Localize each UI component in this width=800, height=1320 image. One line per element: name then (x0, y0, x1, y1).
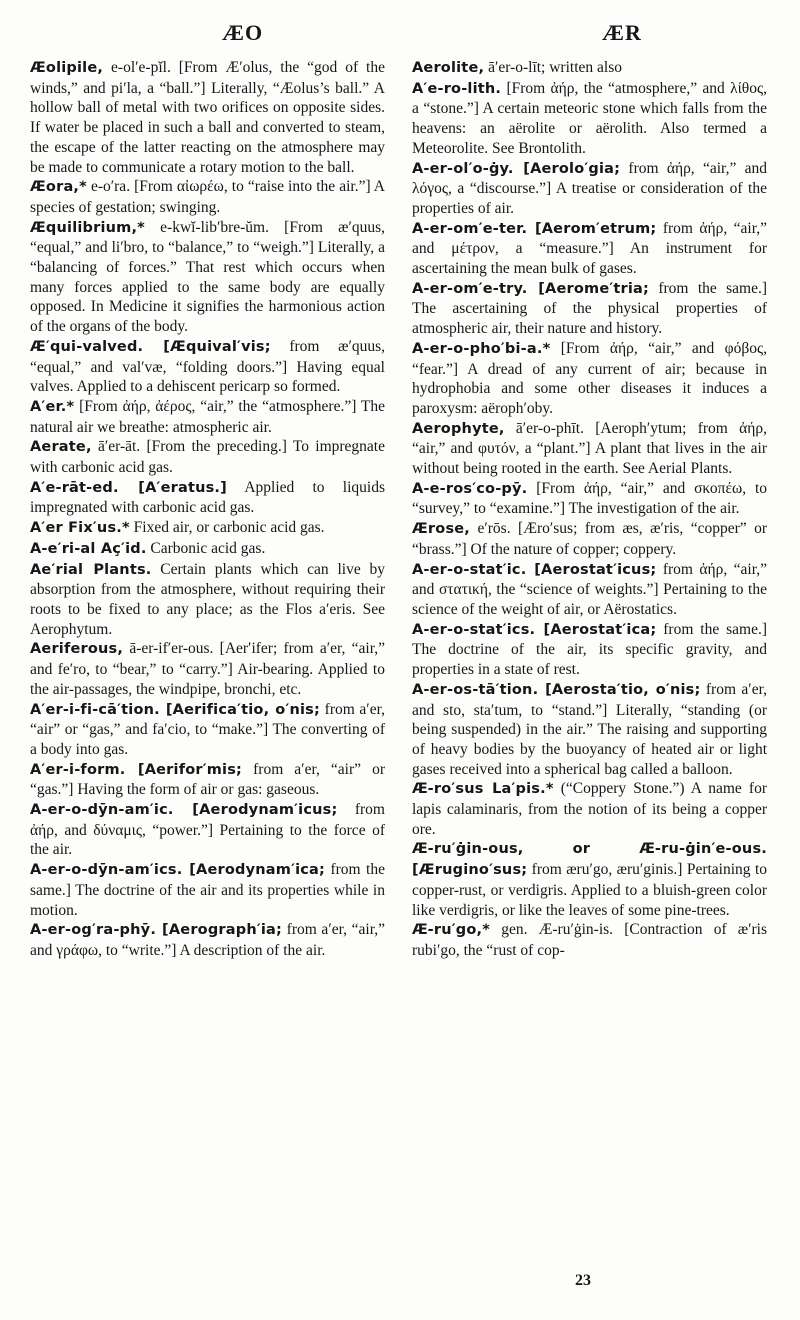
dictionary-entry (412, 839, 767, 920)
entry-headword: Æ-ro′sus La′pis.* (412, 781, 554, 798)
entry-definition: [From ἀήρ, “air,” and σκοπέω, to “survey,” to “examine.”] The investigation of the air. (412, 479, 767, 518)
entry-definition: [From ἀήρ, “air,” and φόβος, “fear.”] A dread of any current of air; because in hydrophobia and some other diseases it induces a paroxysm: aëroph′oby. (412, 339, 767, 417)
entry-definition: e′rōs. [Æro′sus; from æs, æ′ris, “copper” or “brass.”] Of the nature of copper; coppery. (412, 520, 767, 558)
dictionary-entry (412, 560, 767, 620)
entry-headword: A-er-om′e-try. [Aerome′tria; (412, 280, 650, 297)
entry-definition: from æ′quus, “equal,” and val′væ, “folding doors.”] Having equal valves. Applied to a dehiscent pericarp so formed. (30, 337, 385, 396)
entry-definition: [From ἀήρ, ἀέρος, “air,” the “atmosphere.”] The natural air we breathe: atmospheric air. (30, 397, 385, 436)
entry-headword: A′er Fix′us.* (30, 520, 130, 537)
entry-headword: Æolipile, (30, 60, 104, 76)
entry-definition: from a′er, and sto, sta′tum, to “stand.”] Literally, “standing (or being suspended) in the air.” The raising and supporting of heavy bodies by the buoyancy of heated air or light gases received into a spherical bag called a balloon. (412, 680, 767, 778)
dictionary-entry (30, 397, 385, 437)
dictionary-entry (412, 339, 767, 419)
entry-headword: A′er-i-fi-cā′tion. [Aerifica′tio, o′nis; (30, 701, 321, 718)
entry-headword: Æ-ru′ġin-ous, or Æ-ru-ġin′e-ous. [Æruginо′sus; (412, 841, 767, 879)
dictionary-entry (30, 920, 385, 960)
entry-definition: from the same.] The ascertaining of the physical properties of atmospheric air, their nature and history. (412, 279, 767, 338)
dictionary-entry (30, 177, 385, 217)
entry-definition: Carbonic acid gas. (146, 539, 266, 557)
entry-definition: from a′er, “air” or “gas,” and fa′cio, to “make.”] The converting of a body into gas. (30, 700, 385, 758)
entry-definition: (“Coppery Stone.”) A name for lapis calaminaris, from the notion of its being a copper ore. (412, 780, 768, 838)
dictionary-entry (412, 219, 767, 279)
entry-headword: A′er.* (30, 398, 75, 415)
entry-definition: Applied to liquids impregnated with carbonic acid gas. (30, 478, 385, 517)
entry-headword: A-er-og′ra-phȳ. [Aerograph′ia; (30, 922, 283, 939)
dictionary-entry (30, 539, 385, 560)
entry-headword: Ærose, (412, 521, 471, 538)
entry-definition: [From ἀήρ, the “atmosphere,” and λίθος, a “stone.”] A certain meteoric stone which falls from the heavens: an aërolite or aërolith. Also termed a Meteorolite. See Brontolith. (412, 79, 767, 157)
dictionary-entry (412, 159, 767, 219)
dictionary-entry (412, 279, 767, 339)
dictionary-entry (412, 620, 767, 680)
dictionary-entry (412, 79, 767, 159)
page-number: 23 (575, 1272, 591, 1289)
dictionary-entry (30, 800, 385, 860)
entry-definition: from the same.] The doctrine of the air and its properties while in motion. (30, 861, 385, 919)
dictionary-entry (30, 478, 385, 518)
dictionary-entry (30, 560, 385, 640)
entry-definition: ā-er-if′er-ous. [Aer′ifer; from a′er, “air,” and fe′ro, to “bear,” to “carry.”] Air-bearing. Applied to the air-passages, the windpipe, bronchi, etc. (30, 640, 385, 698)
entry-definition: from æru′go, æru′ginis.] Pertaining to copper-rust, or verdigris. Applied to a bluish-green color like verdigris, or like the leaves of some pine-trees. (412, 861, 767, 919)
dictionary-entry (412, 419, 767, 479)
entry-definition: from ἀήρ, “air,” and μέτρον, a “measure.”] An instrument for ascertaining the mean bulk of gases. (412, 219, 768, 278)
entry-headword: Æquilibrium,* (30, 219, 145, 236)
entry-definition: from ἀήρ, “air,” and λόγος, a “discourse.”] A treatise or consideration of the properties of air. (412, 159, 767, 217)
entry-headword: Aerophyte, (412, 420, 505, 437)
dictionary-entry (412, 920, 767, 960)
entry-headword: Æora,* (30, 179, 87, 196)
entry-definition: gen. Æ-ru′ġin-is. [Contraction of æ′ris rubi′go, the “rust of cop- (412, 921, 767, 959)
entry-headword: A-e-ros′co-pȳ. (412, 480, 528, 497)
dictionary-entry (412, 680, 767, 780)
entry-headword: A-er-om′e-ter. [Aerom′etrum; (412, 220, 657, 237)
entry-definition: from a′er, “air,” and γράφω, to “write.”] A description of the air. (30, 921, 385, 959)
entry-headword: A-er-ol′o-ġy. [Aerolo′gia; (412, 160, 621, 177)
dictionary-entry (30, 518, 385, 539)
dictionary-entry (30, 218, 385, 337)
dictionary-entry (30, 860, 385, 920)
running-head-right: ÆR (602, 20, 642, 45)
running-head-left: ÆO (222, 20, 264, 45)
entry-headword: A-er-os-tā′tion. [Aerosta′tio, o′nis; (412, 681, 701, 698)
entry-definition: ā′er-āt. [From the preceding.] To impregnate with carbonic acid gas. (30, 438, 385, 477)
dictionary-entry (30, 760, 385, 800)
dictionary-entry (412, 779, 767, 839)
entry-definition: e-kwĭ-lib′bre-ŭm. [From æ′quus, “equal,” and li′bro, to “balance,” to “weigh.”] Literally, a “balancing of forces.” That rest which occurs when many forces applied to the same body are equally opposed. In Medicine it signifies the harmonious action of the organs of the body. (30, 218, 385, 336)
entry-definition: Certain plants which can live by absorption from the atmosphere, without requiring their roots to be fixed to any place; as the Flos a′eris. See Aerophytum. (30, 560, 385, 638)
right-column (412, 58, 767, 961)
entry-headword: A-er-o-stat′ic. [Aerostat′icus; (412, 561, 657, 578)
entry-headword: A-e′ri-al Aç′id. (30, 540, 147, 557)
entry-headword: Aerolite, (412, 60, 485, 76)
entry-definition: Fixed air, or carbonic acid gas. (129, 519, 325, 537)
entry-definition: from the same.] The doctrine of the air, its specific gravity, and properties in a state of rest. (412, 620, 768, 679)
entry-headword: A′er-i-form. [Aerifor′mis; (30, 761, 243, 778)
entry-headword: Aeriferous, (30, 641, 124, 658)
entry-definition: ā′er-o-līt; written also (484, 59, 622, 76)
dictionary-entry (30, 58, 385, 177)
entry-headword: A′e-ro-lith. (412, 80, 502, 97)
entry-headword: A′e-rāt-ed. [A′eratus.] (30, 479, 227, 496)
entry-definition: e-ol′e-pĭl. [From Æ′olus, the “god of the winds,” and pi′la, a “ball.”] Literally, “Æolus’s ball.” A hollow ball of metal with two orifices on opposite sides. If water be placed in such a ball and converted to steam, the escape of the latter reacting on the atmosphere may be made to communicate a rotary motion to the ball. (30, 59, 385, 176)
entry-headword: Aerate, (30, 439, 92, 456)
dictionary-entry (30, 437, 385, 477)
dictionary-entry (30, 700, 385, 760)
entry-definition: from a′er, “air” or “gas.”] Having the form of air or gas: gaseous. (30, 760, 385, 799)
entry-headword: A-er-o-pho′bi-a.* (412, 340, 551, 357)
dictionary-entry (412, 58, 767, 79)
entry-headword: A-er-o-stat′ics. [Aerostat′ica; (412, 621, 657, 638)
dictionary-entry (412, 519, 767, 559)
entry-headword: Æ′qui-valved. [Æquival′vis; (30, 338, 271, 355)
dictionary-entry (30, 639, 385, 699)
entry-headword: Ae′rial Plants. (30, 561, 152, 578)
entry-definition: from ἀήρ, and δύναμις, “power.”] Pertaining to the force of the air. (30, 801, 385, 859)
entry-headword: Æ-ru′go,* (412, 922, 491, 939)
dictionary-entry (30, 337, 385, 397)
entry-headword: A-er-o-dȳn-am′ic. [Aerodynam′icus; (30, 802, 338, 819)
entry-definition: from ἀήρ, “air,” and στατική, the “science of weights.”] Pertaining to the science of the weight of air, or Aërostatics. (412, 560, 767, 618)
entry-headword: A-er-o-dȳn-am′ics. [Aerodynam′ica; (30, 862, 326, 879)
left-column (30, 58, 385, 961)
entry-definition: ā′er-o-phīt. [Aeroph′ytum; from ἀήρ, “air,” and φυτόν, a “plant.”] A plant that lives in the air without being rooted in the earth. See Aerial Plants. (412, 419, 767, 478)
entry-definition: e-o′ra. [From αἰωρέω, to “raise into the air.”] A species of gestation; swinging. (30, 178, 385, 216)
dictionary-entry (412, 479, 767, 519)
